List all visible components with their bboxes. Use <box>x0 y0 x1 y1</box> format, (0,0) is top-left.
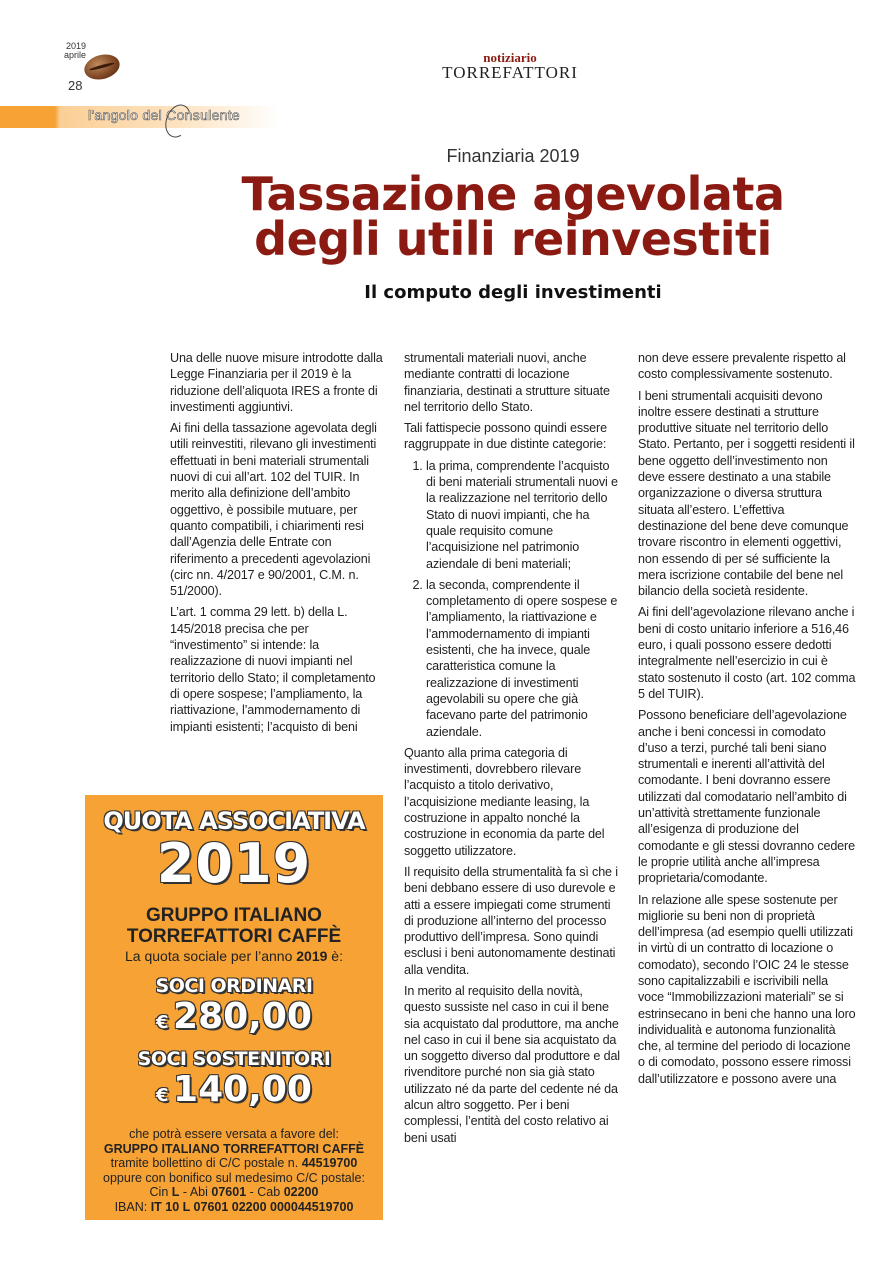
section-label: l'angolo del Consulente <box>88 107 241 123</box>
paragraph: Una delle nuove misure introdotte dalla Legge Finanziaria per il 2019 è la riduzione dell’aliquota IRES a fronte di investimenti aggiuntivi. <box>170 351 383 414</box>
paragraph: In relazione alle spese sostenute per migliorie su beni non di proprietà dell’impresa (ad esempio quelli utilizzati in virtù di un contratto di locazione o comodato), secondo l’OIC 24 le stesse sono capitalizzabili e iscrivibili nella voce “Immobilizzazioni materiali” se si estrinsecano in beni che hanno una loro individualità e autonoma funzionalità che, al termine del periodo di locazione o di comodato, possono essere rimossi dall’utilizzatore e possono avere una <box>638 892 856 1086</box>
paragraph: Il requisito della strumentalità fa sì che i beni debbano essere di uso durevole e atti a essere impiegati come strumenti di produzione all’interno del processo produttivo dell’impresa. Sono quindi esclusi i beni autonomamente destinati alla vendita. <box>404 864 618 977</box>
quota-end: è: <box>331 948 343 964</box>
issue-year: 2019 <box>65 41 86 51</box>
postal-text: tramite bollettino di C/C postale n. <box>110 1156 299 1170</box>
ad-org-line-1: GRUPPO ITALIANO <box>146 905 322 926</box>
pay-org: GRUPPO ITALIANO TORREFATTORI CAFFÈ <box>103 1141 365 1156</box>
cin-label: Cin <box>149 1185 169 1199</box>
cin: L <box>171 1185 180 1199</box>
paragraph: Ai fini della tassazione agevolata degli utili reinvestiti, rilevano gli investimenti effettuati in beni materiali strumentali nuovi di cui all’art. 102 del TUIR. In merito alla definizione dell’ambito oggettivo, è possibile mutuare, per quanto compatibili, i chiarimenti resi dall’Agenzia delle Entrate con riferimento a precedenti agevolazioni (circ nn. 4/2017 e 90/2001, C.M. n. 51/2000). <box>170 421 377 599</box>
article-subtitle: Il computo degli investimenti <box>364 282 662 303</box>
bank-codes <box>85 1185 383 1200</box>
column-2 <box>404 350 622 1151</box>
article-title <box>0 167 892 266</box>
paragraph: non deve essere prevalente rispetto al costo complessivamente sostenuto. <box>638 351 846 382</box>
paragraph: strumentali materiali nuovi, anche mediante contratti di locazione finanziaria, destinati a strutture situate nel territorio dello Stato. <box>404 351 610 414</box>
ordinari-price: 280,00 <box>173 996 312 1037</box>
sostenitori-price: 140,00 <box>173 1069 312 1110</box>
paragraph: Ai fini dell’agevolazione rilevano anche i beni di costo unitario inferiore a 516,46 euro, i quali possono essere dedotti integralmente nell’esercizio in cui è stato sostenuto il costo (art. 102 comma 5 del TUIR). <box>638 605 856 701</box>
paragraph: Possono beneficiare dell’agevolazione anche i beni concessi in comodato d’uso a terzi, purché tali beni siano strumentali e inerenti all’attività del comodante. I beni dovranno essere utilizzati dal comodatario nell’ambito di un’attività strettamente funzionale all’esigenza di produzione del comodante e gli stessi dovranno cedere le proprie utilità anche all’impresa proprietaria/comodante. <box>638 708 855 886</box>
category-list <box>404 458 622 740</box>
sostenitori-label: SOCI SOSTENITORI <box>137 1048 331 1070</box>
pay-intro: che potrà essere versata a favore del: <box>129 1127 339 1141</box>
ad-quota-text <box>85 947 383 965</box>
iban-label: IBAN: <box>114 1199 148 1214</box>
column-1 <box>170 350 388 740</box>
quota-text: La quota sociale per l’anno <box>125 948 293 964</box>
coffee-bean-icon <box>82 51 123 83</box>
euro-sign: € <box>156 1012 169 1033</box>
issue-month: aprile <box>63 50 86 60</box>
cab: 02200 <box>283 1185 319 1199</box>
title-line-2: degli utili reinvestiti <box>254 212 772 266</box>
iban: IT 10 L 07601 02200 000044519700 <box>150 1199 354 1214</box>
logo-top: notiziario <box>483 50 537 65</box>
ordinari-price-row <box>85 997 383 1044</box>
membership-ad <box>85 795 383 1220</box>
title-line-1: Tassazione agevolata <box>241 167 785 221</box>
list-item: 2. la seconda, comprendente il completamento di opere sospese e l’ampliamento, la riattivazione e l’ammodernamento di impianti esistenti, che ha invece, quale caratteristica comune la realizzazione di investimenti agevolabili su opere che già facevano parte del patrimonio aziendale. <box>426 577 622 740</box>
column-3 <box>638 350 856 1092</box>
ad-year: 2019 <box>156 832 312 895</box>
article-kicker: Finanziaria 2019 <box>446 146 580 166</box>
logo <box>440 52 580 81</box>
abi: 07601 <box>211 1185 247 1199</box>
euro-sign: € <box>156 1085 169 1106</box>
ad-org-line-2: TORREFATTORI CAFFÈ <box>126 926 342 947</box>
postal-number: 44519700 <box>301 1156 358 1170</box>
paragraph: In merito al requisito della novità, questo sussiste nel caso in cui il bene sia acquistato dal produttore, ma anche nel caso in cui il bene sia acquistato da un soggetto diverso dal produttore e dal rivenditore purché non sia già stato utilizzato né da parte del cedente né da alcun altro soggetto. Per i beni complessi, l’entità del costo relativo ai beni usati <box>404 983 620 1145</box>
paragraph: Quanto alla prima categoria di investimenti, dovrebbero rilevare l’acquisto a titolo derivativo, l’acquisizione mediante leasing, la costruzione in appalto nonché la costruzione in economia da parte del soggetto utilizzatore. <box>404 745 605 858</box>
paragraph: I beni strumentali acquisiti devono inoltre essere destinati a strutture produttive situate nel territorio dello Stato. Pertanto, per i soggetti residenti il bene oggetto dell’investimento non deve essere destinato a una stabile organizzazione o diversa struttura situata all’estero. L’effettiva destinazione del bene deve comunque trovare riscontro in elementi oggettivi, non essendo di per sé sufficiente la mera iscrizione contabile del bene nel bilancio della società residente. <box>638 388 855 599</box>
list-item: 1. la prima, comprendente l’acquisto di beni materiali strumentali nuovi e la realizzazione nel territorio dello Stato di nuovi impianti, che ha quale requisito comune l’acquisizione nel patrimonio aziendale di beni materiali; <box>426 458 622 572</box>
ordinari-label: SOCI ORDINARI <box>155 975 313 997</box>
paragraph: Tali fattispecie possono quindi essere raggruppate in due distinte categorie: <box>404 421 607 452</box>
abi-label: - Abi <box>182 1185 208 1199</box>
postal-line <box>85 1156 383 1171</box>
page-number: 28 <box>68 78 83 93</box>
iban-line <box>85 1200 383 1215</box>
paragraph: L’art. 1 comma 29 lett. b) della L. 145/2018 precisa che per “investimento” si intende: la realizzazione di nuovi impianti nel territorio dello Stato; il completamento di opere sospese; l’ampliamento, la riattivazione, l’ammodernamento di impianti esistenti; l’acquisto di beni <box>170 605 376 734</box>
cab-label: - Cab <box>249 1185 281 1199</box>
logo-bottom: TORREFATTORI <box>442 63 578 82</box>
sostenitori-price-row <box>85 1070 383 1117</box>
quota-year: 2019 <box>296 948 328 964</box>
ad-heading: QUOTA ASSOCIATIVA <box>103 807 365 835</box>
bonifico-text: oppure con bonifico sul medesimo C/C postale: <box>103 1170 365 1185</box>
issue-date <box>62 42 86 60</box>
